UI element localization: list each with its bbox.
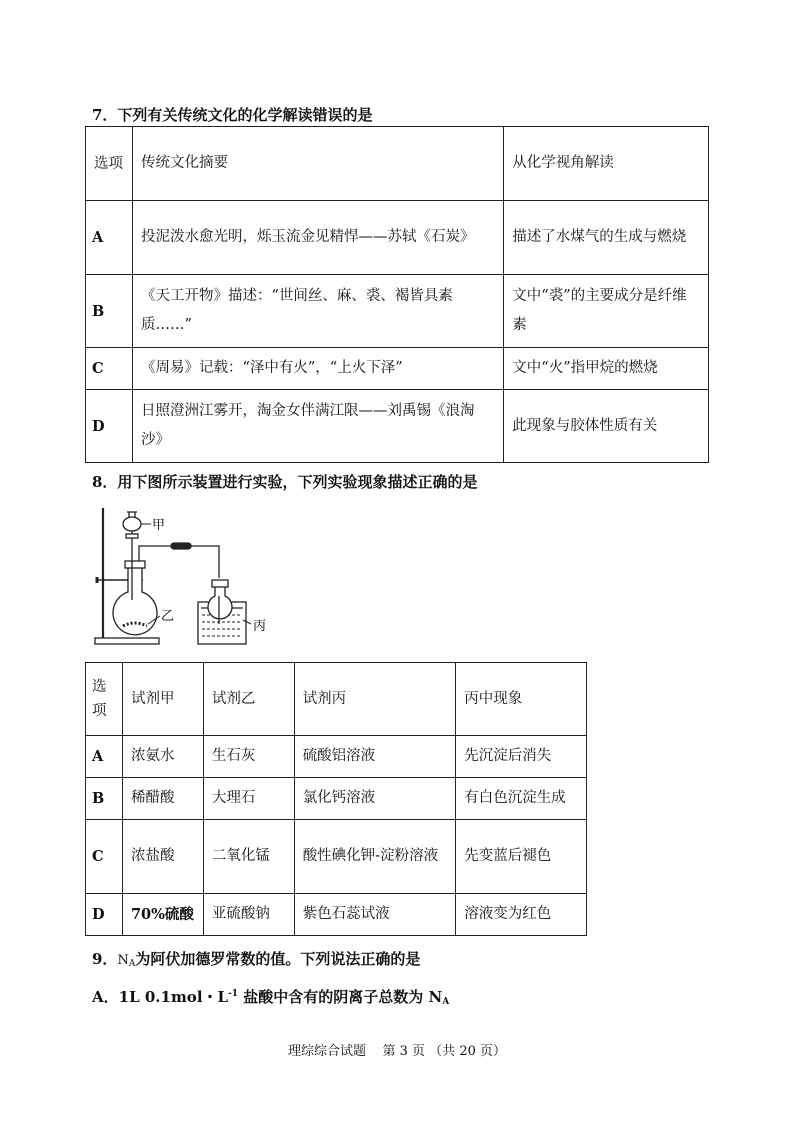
phenomenon-cell: 先沉淀后消失 [456,736,587,778]
reagent-c-cell: 硫酸铝溶液 [294,736,456,778]
phenomenon-cell: 溶液变为红色 [456,894,587,936]
option-cell: B [86,275,133,348]
reading-cell: 此现象与胶体性质有关 [504,390,709,463]
option-cell: A [86,736,123,778]
reagent-c-cell: 氯化钙溶液 [294,778,456,820]
reading-cell: 描述了水煤气的生成与燃烧 [504,201,709,275]
table-row [86,894,587,936]
q7-table [85,126,709,463]
tube-connector [171,543,191,549]
q9-option-a [92,986,449,1007]
option-cell: A [86,201,133,275]
option-cell: D [86,390,133,463]
table-row [86,201,709,275]
q8-table [85,662,587,936]
header-cell: 选项 [86,663,123,736]
table-header-row [86,663,587,736]
na-subscript: A [128,959,136,969]
reading-cell: 文中“火”指甲烷的燃烧 [504,348,709,390]
flask [113,566,157,635]
delivery-tube [139,546,219,578]
q9-text: 为阿伏加德罗常数的值。下列说法正确的是 [135,950,421,968]
q9-title [92,948,420,969]
table-row [86,736,587,778]
reagent-b-cell: 二氧化锰 [203,820,294,894]
table-row [86,348,709,390]
excerpt-cell: 投泥泼水愈光明，烁玉流金见精悍——苏轼《石炭》 [132,201,503,275]
stand-base [95,638,159,644]
header-cell: 试剂丙 [294,663,456,736]
option-a-part: A．1L 0.1mol・L [92,988,229,1006]
dropping-funnel [123,517,141,531]
page-footer: 理综综合试题 第 3 页 （共 20 页） [287,1044,506,1059]
option-cell: D [86,894,123,936]
reading-cell: 文中“裘”的主要成分是纤维素 [504,275,709,348]
header-cell: 试剂乙 [203,663,294,736]
table-header-row [86,127,709,201]
option-a-subscript: A [442,997,450,1007]
header-cell: 传统文化摘要 [132,127,503,201]
option-a-part: 盐酸中含有的阴离子总数为 N [238,988,443,1006]
inverted-funnel [208,586,232,619]
table-row [86,275,709,348]
stopcock [126,534,138,538]
na-symbol: N [117,953,129,968]
apparatus-figure [85,500,285,650]
header-cell: 选项 [86,127,133,201]
phenomenon-cell: 先变蓝后褪色 [456,820,587,894]
table-row [86,778,587,820]
q8-title: 8．用下图所示装置进行实验，下列实验现象描述正确的是 [92,473,478,491]
excerpt-cell: 日照澄洲江雾开，淘金女伴满江限——刘禹锡《浪淘沙》 [132,390,503,463]
reagent-b-cell: 大理石 [203,778,294,820]
reagent-b-cell: 亚硫酸钠 [203,894,294,936]
option-cell: C [86,348,133,390]
header-cell: 丙中现象 [456,663,587,736]
reagent-a-cell: 70%硫酸 [122,894,203,936]
flask-stopper [125,561,145,568]
option-cell: B [86,778,123,820]
excerpt-cell: 《周易》记载：“泽中有火”，“上火下泽” [132,348,503,390]
table-row [86,820,587,894]
reagent-b-cell: 生石灰 [203,736,294,778]
excerpt-cell: 《天工开物》描述：“世间丝、麻、裘、褐皆具素质……” [132,275,503,348]
q9-number: 9． [92,950,118,968]
label-yi: 乙 [161,609,175,624]
phenomenon-cell: 有白色沉淀生成 [456,778,587,820]
reagent-a-cell: 稀醋酸 [122,778,203,820]
option-a-superscript: -1 [228,989,239,999]
label-bing: 丙 [253,619,267,634]
reagent-a-cell: 浓盐酸 [122,820,203,894]
reagent-c-cell: 紫色石蕊试液 [294,894,456,936]
reagent-c-cell: 酸性碘化钾-淀粉溶液 [294,820,456,894]
option-cell: C [86,820,123,894]
header-cell: 试剂甲 [122,663,203,736]
q7-title: 7．下列有关传统文化的化学解读错误的是 [92,106,373,124]
label-jia: 甲 [152,518,166,533]
table-row [86,390,709,463]
reagent-a-cell: 浓氨水 [122,736,203,778]
header-cell: 从化学视角解读 [504,127,709,201]
